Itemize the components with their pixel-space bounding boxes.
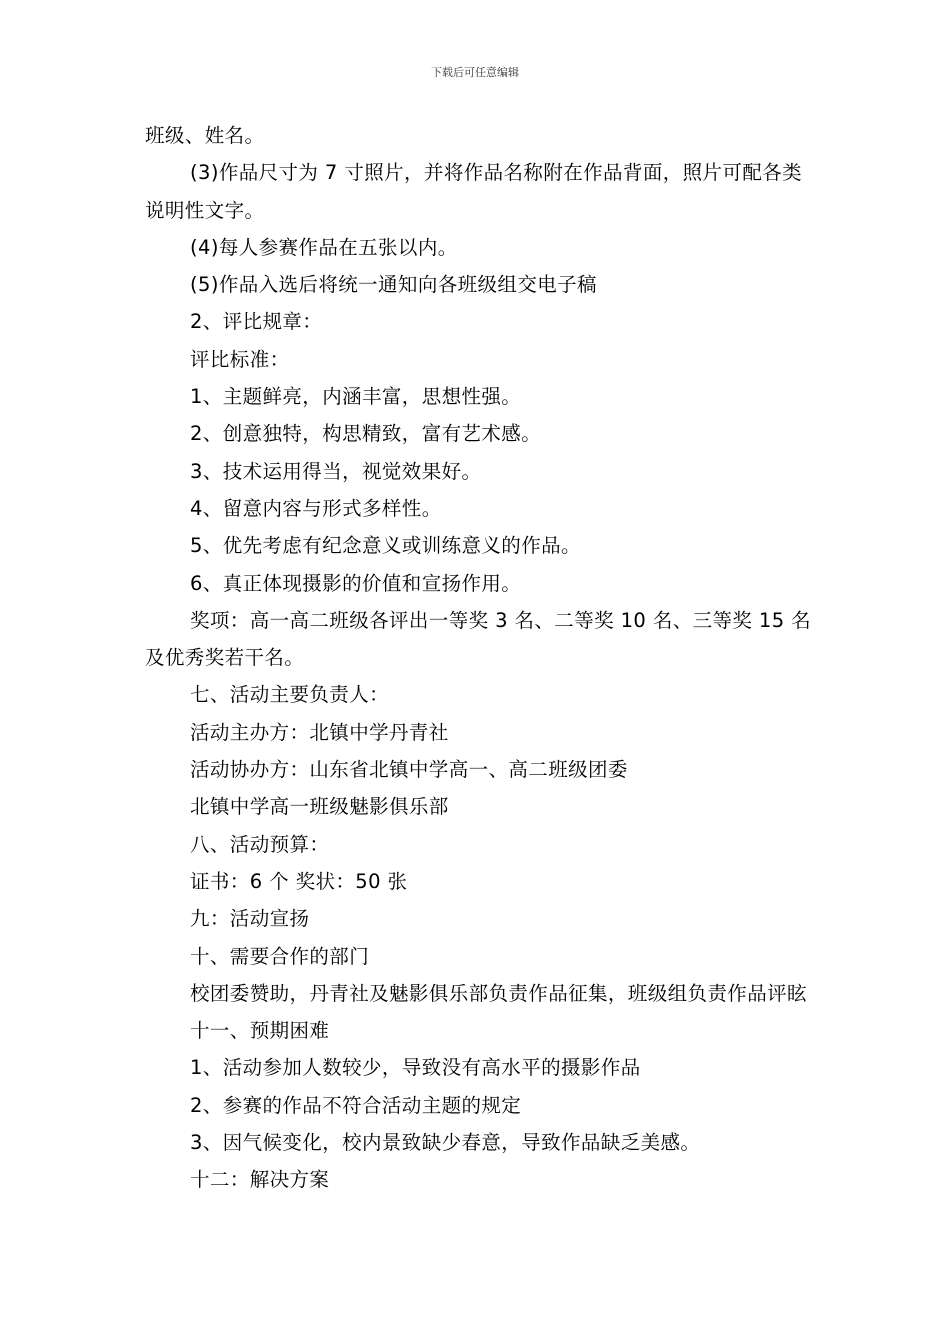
paragraph: 6、真正体现摄影的价值和宣扬作用。 bbox=[190, 571, 522, 595]
paragraph: 北镇中学高一班级魅影俱乐部 bbox=[190, 795, 449, 819]
paragraph: 3、因气候变化，校内景致缺少春意，导致作品缺乏美感。 bbox=[190, 1131, 701, 1155]
paragraph: 七、活动主要负责人： bbox=[190, 683, 390, 707]
paragraph: (5)作品入选后将统一通知向各班级组交电子稿 bbox=[190, 273, 597, 297]
paragraph: 九：活动宣扬 bbox=[190, 907, 310, 931]
paragraph: 班级、姓名。 bbox=[145, 124, 265, 147]
paragraph: 1、活动参加人数较少，导致没有高水平的摄影作品 bbox=[190, 1056, 641, 1080]
paragraph: 2、创意独特，构思精致，富有艺术感。 bbox=[190, 422, 542, 446]
paragraph: 奖项：高一高二班级各评出一等奖 3 名、二等奖 10 名、三等奖 15 名及优秀奖若干名。 bbox=[145, 608, 812, 670]
page-header: 下载后可任意编辑 bbox=[431, 66, 519, 79]
paragraph: (3)作品尺寸为 7 寸照片，并将作品名称附在作品背面，照片可配各类说明性文字。 bbox=[145, 161, 803, 222]
paragraph: 十一、预期困难 bbox=[190, 1019, 330, 1043]
paragraph: 十二：解决方案 bbox=[190, 1168, 330, 1192]
paragraph: 3、技术运用得当，视觉效果好。 bbox=[190, 459, 482, 483]
paragraph: 评比标准： bbox=[190, 347, 290, 371]
paragraph: 5、优先考虑有纪念意义或训练意义的作品。 bbox=[190, 534, 581, 558]
paragraph: 八、活动预算： bbox=[190, 832, 330, 856]
paragraph: 4、留意内容与形式多样性。 bbox=[190, 496, 442, 520]
paragraph: 十、需要合作的部门 bbox=[190, 944, 370, 968]
paragraph: 2、评比规章： bbox=[190, 310, 323, 334]
paragraph: 校团委赞助，丹青社及魅影俱乐部负责作品征集，班级组负责作品评眩 bbox=[190, 981, 807, 1005]
paragraph: 证书：6 个 奖状：50 张 bbox=[190, 869, 408, 893]
paragraph: 活动协办方：山东省北镇中学高一、高二班级团委 bbox=[190, 758, 628, 782]
paragraph: 1、主题鲜亮，内涵丰富，思想性强。 bbox=[190, 385, 522, 409]
paragraph: 活动主办方：北镇中学丹青社 bbox=[190, 720, 449, 744]
document-body bbox=[145, 117, 813, 1199]
paragraph: 2、参赛的作品不符合活动主题的规定 bbox=[190, 1093, 522, 1117]
paragraph: (4)每人参赛作品在五张以内。 bbox=[190, 235, 458, 259]
